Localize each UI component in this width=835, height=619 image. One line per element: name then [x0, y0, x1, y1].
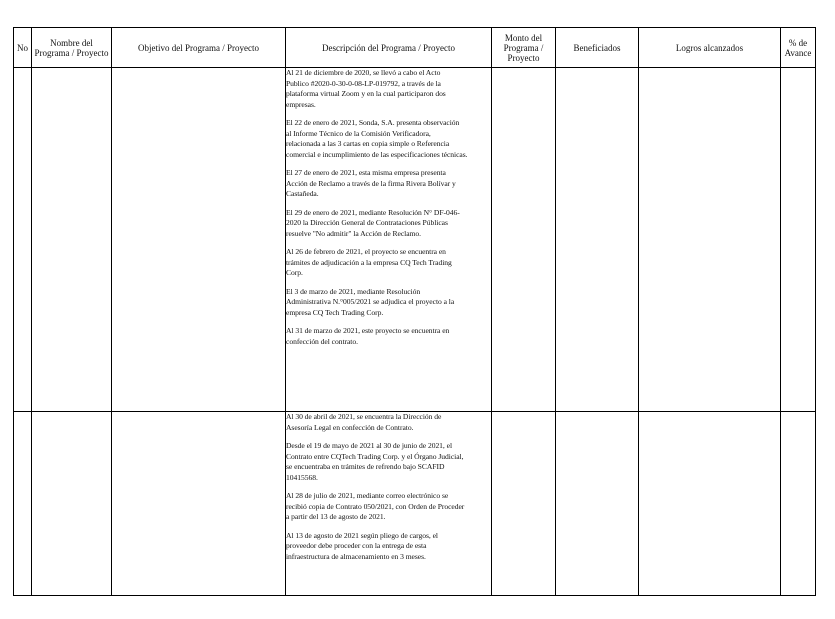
header-objective: Objetivo del Programa / Proyecto	[112, 28, 286, 68]
program-report-table	[13, 27, 816, 596]
header-amount: Monto del Programa / Proyecto	[492, 28, 556, 68]
cell-no	[14, 412, 32, 596]
cell-beneficiaries	[556, 412, 639, 596]
cell-objective	[112, 412, 286, 596]
cell-achievements	[639, 412, 781, 596]
header-description: Descripción del Programa / Proyecto	[286, 28, 492, 68]
cell-beneficiaries	[556, 68, 639, 412]
cell-progress	[781, 68, 816, 412]
cell-amount	[492, 68, 556, 412]
description-paragraph: Al 31 de marzo de 2021, este proyecto se encuentra en confección del contrato.	[286, 326, 450, 346]
description-paragraph: El 29 de enero de 2021, mediante Resolución N° DF-046- 2020 la Dirección General de Contrataciones Públicas resuelve "No admitir" la Acción de Reclamo.	[286, 207, 460, 238]
cell-program-name	[32, 412, 112, 596]
table-row	[14, 68, 816, 412]
cell-program-name	[32, 68, 112, 412]
cell-amount	[492, 412, 556, 596]
cell-objective	[112, 68, 286, 412]
cell-description	[286, 68, 492, 412]
description-paragraph: Al 21 de diciembre de 2020, se llevó a cabo el Acto Publico #2020-0-30-0-08-LP-019792, a través de la plataforma virtual Zoom y en la cual participaron dos empresas.	[286, 68, 446, 109]
cell-no	[14, 68, 32, 412]
description-paragraph: El 3 de marzo de 2021, mediante Resolución Administrativa N.°005/2021 se adjudica el proyecto a la empresa CQ Tech Trading Corp.	[286, 286, 455, 317]
header-program-name: Nombre del Programa / Proyecto	[32, 28, 112, 68]
table-row	[14, 412, 816, 596]
header-progress: % de Avance	[781, 28, 816, 68]
cell-progress	[781, 412, 816, 596]
description-paragraph: Al 30 de abril de 2021, se encuentra la Dirección de Asesoría Legal en confección de Contrato.	[286, 412, 442, 432]
description-paragraph: Al 13 de agosto de 2021 según pliego de cargos, el proveedor debe proceder con la entrega de esta infraestructura de almacenamiento en 3 meses.	[286, 530, 438, 561]
cell-achievements	[639, 68, 781, 412]
table-header-row	[14, 28, 816, 68]
header-achievements: Logros alcanzados	[639, 28, 781, 68]
description-paragraph: Al 26 de febrero de 2021, el proyecto se encuentra en trámites de adjudicación a la empresa CQ Tech Trading Corp.	[286, 247, 452, 277]
description-paragraph: El 27 de enero de 2021, esta misma empresa presenta Acción de Reclamo a través de la firma Rivera Bolívar y Castañeda.	[286, 168, 456, 198]
header-beneficiaries: Beneficiados	[556, 28, 639, 68]
description-paragraph: Al 28 de julio de 2021, mediante correo electrónico se recibió copia de Contrato 050/2021, con Orden de Proceder a partir del 13 de agosto de 2021.	[286, 491, 465, 521]
header-no: No	[14, 28, 32, 68]
description-paragraph: El 22 de enero de 2021, Sonda, S.A. presenta observación al Informe Técnico de la Comisión Verificadora, relacionada a las 3 cartas en copia simple o Referencia comercial e incumplimiento de las especificaciones técnicas.	[286, 118, 468, 159]
cell-description	[286, 412, 492, 596]
description-paragraph: Desde el 19 de mayo de 2021 al 30 de junio de 2021, el Contrato entre CQTech Trading Corp. y el Órgano Judicial, se encuentraba en trámites de refrendo bajo SCAFID 10415568.	[286, 441, 464, 482]
